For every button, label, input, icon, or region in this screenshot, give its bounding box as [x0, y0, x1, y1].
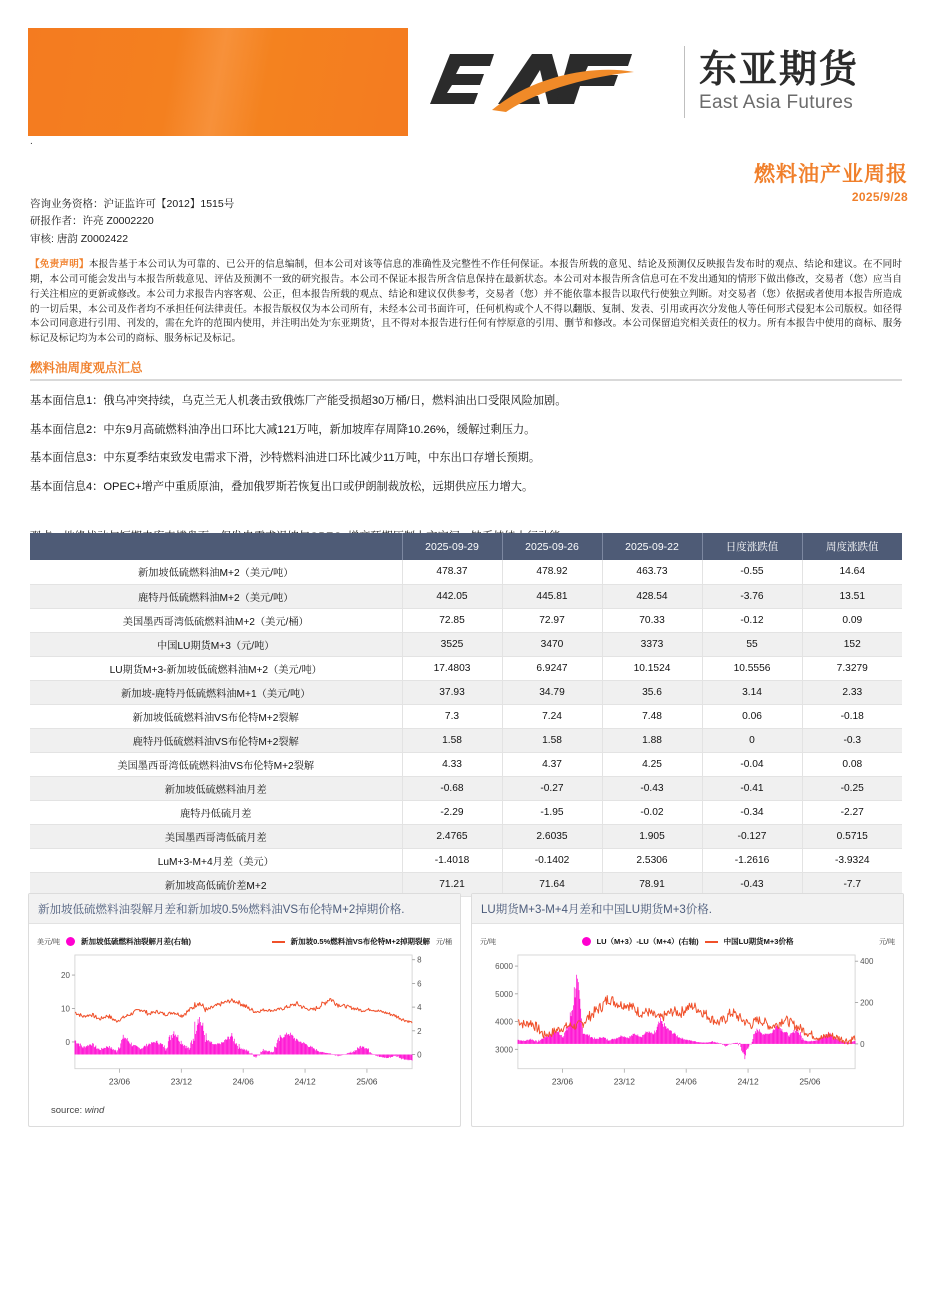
table-cell-value: -0.43 — [602, 776, 702, 800]
chart-panels — [28, 893, 904, 1127]
table-cell-value: 2.33 — [802, 680, 902, 704]
table-header-cell-0 — [30, 533, 402, 560]
table-cell-value: 1.905 — [602, 824, 702, 848]
table-cell-value: 7.48 — [602, 704, 702, 728]
table-cell-value: 0.06 — [702, 704, 802, 728]
table-cell-value: 1.58 — [402, 728, 502, 752]
line-series-marker-icon — [272, 941, 285, 943]
brand-logo — [420, 28, 859, 136]
svg-text:6: 6 — [417, 979, 422, 989]
svg-text:24/06: 24/06 — [232, 1076, 254, 1087]
table-cell-value: 34.79 — [502, 680, 602, 704]
meta-reviewer: 审核: 唐韵 Z0002422 — [30, 232, 129, 245]
chart-source-note-right — [478, 1099, 897, 1118]
table-cell-value: -0.25 — [802, 776, 902, 800]
table-cell-value: 14.64 — [802, 560, 902, 584]
table-row-label: LU期货M+3-新加坡低硫燃料油M+2（美元/吨） — [30, 656, 402, 680]
table-cell-value: 10.1524 — [602, 656, 702, 680]
table-cell-value: 72.97 — [502, 608, 602, 632]
table-cell-value: 3.14 — [702, 680, 802, 704]
table-cell-value: -3.9324 — [802, 848, 902, 872]
svg-text:5000: 5000 — [495, 989, 513, 999]
table-cell-value: -0.1402 — [502, 848, 602, 872]
table-cell-value: 78.91 — [602, 872, 702, 896]
table-row-label: 新加坡高低硫价差M+2 — [30, 872, 402, 896]
chart-left-legend — [35, 930, 454, 949]
disclaimer-text: 本报告基于本公司认为可靠的、已公开的信息编制，但本公司对该等信息的准确性及完整性不作任何保证。本报告所载的意见、结论及预测仅反映报告发布时的观点、结论和建议。在不同时期，本公司可能会发出与本报告所载意见、评估及预测不一致的研究报告。本公司不保证本报告所含信息保持在最新状态。本公司对本报告所含信息可在不发出通知的情形下做出修改，交易者（您）应当自行关注相应的更新或修改。本公司力求报告内容客观、公正，但本报告所载的观点、结论和建议仅供参考，交易者（您）并不能依靠本报告以取代行使独立判断。对交易者（您）依据或者使用本报告所造成的一切后果，本公司及作者均不承担任何法律责任。本报告版权仅为本公司所有，未经本公司书面许可，任何机构或个人不得以翻版、复制、发表、引用或再次分发他人等任何形式侵犯本公司版权。如径得本公司同意进行引用、刊发的，需在允许的范围内使用，并注明出处为'东亚期货'，且不得对本报告进行任何有悖原意的引用、删节和修改。本公司保留追究相关责任的权力。所有本报告中使用的商标、服务标记及标记均为本公司的商标、服务标记及标记。 — [30, 259, 903, 345]
chart-right-body — [472, 924, 903, 1126]
svg-text:10: 10 — [61, 1004, 70, 1014]
table-row — [30, 800, 902, 824]
table-cell-value: 4.37 — [502, 752, 602, 776]
table-row-label: 新加坡-鹿特丹低硫燃料油M+1（美元/吨） — [30, 680, 402, 704]
table-cell-value: 2.4765 — [402, 824, 502, 848]
table-cell-value: 445.81 — [502, 584, 602, 608]
bar-series-marker-icon — [66, 937, 75, 946]
table-cell-value: 72.85 — [402, 608, 502, 632]
table-row-label: 中国LU期货M+3（元/吨） — [30, 632, 402, 656]
svg-text:4000: 4000 — [495, 1017, 513, 1027]
table-cell-value: 3470 — [502, 632, 602, 656]
chart-right-title: LU期货M+3-M+4月差和中国LU期货M+3价格. — [472, 894, 903, 924]
table-cell-value: 463.73 — [602, 560, 702, 584]
table-cell-value: 478.92 — [502, 560, 602, 584]
table-row-label: 新加坡低硫燃料油VS布伦特M+2裂解 — [30, 704, 402, 728]
fundamental-point-4: 基本面信息4：OPEC+增产中重质原油，叠加俄罗斯若恢复出口或伊朗制裁放松，远期供应压力增大。 — [30, 481, 534, 494]
svg-text:23/06: 23/06 — [551, 1076, 574, 1087]
table-row — [30, 632, 902, 656]
table-cell-value: 442.05 — [402, 584, 502, 608]
chart-left-line-series-label: 新加坡0.5%燃料油VS布伦特M+2掉期裂解 — [290, 937, 431, 946]
table-row — [30, 656, 902, 680]
table-cell-value: 17.4803 — [402, 656, 502, 680]
table-row-label: 鹿特丹低硫燃料油VS布伦特M+2裂解 — [30, 728, 402, 752]
chart-panel-right — [471, 893, 904, 1127]
svg-text:24/06: 24/06 — [675, 1076, 697, 1087]
price-table-wrapper — [30, 533, 902, 897]
page-header — [0, 0, 930, 140]
svg-text:0: 0 — [860, 1039, 865, 1049]
table-header-cell-1: 2025-09-29 — [402, 533, 502, 560]
chart-right-bar-series-label: LU（M+3）-LU（M+4）(右轴) — [596, 937, 699, 946]
eaf-logo-icon — [420, 42, 670, 122]
table-header-cell-4: 日度涨跌值 — [702, 533, 802, 560]
table-row-label: 新加坡低硫燃料油M+2（美元/吨） — [30, 560, 402, 584]
fundamental-point-2: 基本面信息2：中东9月高硫燃料油净出口环比大减121万吨，新加坡库存周降10.26%，缓解过剩压力。 — [30, 423, 536, 436]
table-cell-value: 7.3279 — [802, 656, 902, 680]
report-meta — [30, 196, 234, 248]
svg-text:24/12: 24/12 — [294, 1076, 316, 1087]
table-row — [30, 704, 902, 728]
table-cell-value: 55 — [702, 632, 802, 656]
svg-text:8: 8 — [417, 955, 422, 965]
table-cell-value: -3.76 — [702, 584, 802, 608]
svg-text:25/06: 25/06 — [356, 1076, 378, 1087]
table-cell-value: 152 — [802, 632, 902, 656]
chart-source-note — [35, 1099, 454, 1118]
svg-text:2: 2 — [417, 1026, 422, 1036]
logo-divider — [684, 46, 685, 118]
table-cell-value: 10.5556 — [702, 656, 802, 680]
table-cell-value: 4.33 — [402, 752, 502, 776]
disclaimer-tag: 【免责声明】 — [30, 259, 89, 270]
table-cell-value: 13.51 — [802, 584, 902, 608]
table-cell-value: -0.43 — [702, 872, 802, 896]
table-cell-value: 37.93 — [402, 680, 502, 704]
table-cell-value: -0.68 — [402, 776, 502, 800]
source-label: source: — [51, 1104, 83, 1116]
disclaimer-block — [30, 258, 902, 347]
table-cell-value: 428.54 — [602, 584, 702, 608]
table-row — [30, 752, 902, 776]
orange-banner-block — [28, 28, 408, 136]
report-title-block — [754, 158, 908, 204]
chart-right-y2-unit: 元/吨 — [879, 938, 896, 946]
table-header-row — [30, 533, 902, 560]
table-cell-value: -0.27 — [502, 776, 602, 800]
table-cell-value: 478.37 — [402, 560, 502, 584]
table-cell-value: -2.29 — [402, 800, 502, 824]
table-cell-value: -7.7 — [802, 872, 902, 896]
table-row-label: 鹿特丹低硫月差 — [30, 800, 402, 824]
source-value: wind — [84, 1104, 105, 1116]
table-header-cell-2: 2025-09-26 — [502, 533, 602, 560]
table-cell-value: -2.27 — [802, 800, 902, 824]
price-table — [30, 533, 902, 897]
table-cell-value: 2.6035 — [502, 824, 602, 848]
report-date: 2025/9/28 — [851, 190, 908, 204]
table-cell-value: 0 — [702, 728, 802, 752]
chart-left-bar-series-label: 新加坡低硫燃料油裂解月差(右轴) — [80, 937, 191, 946]
page-title: 燃料油产业周报 — [754, 162, 908, 186]
chart-right-line-series-label: 中国LU期货M+3价格 — [723, 937, 794, 946]
chart-right-plot — [478, 949, 897, 1099]
svg-text:0: 0 — [417, 1050, 422, 1060]
table-cell-value: -1.4018 — [402, 848, 502, 872]
table-cell-value: -1.2616 — [702, 848, 802, 872]
company-name-cn: 东亚期货 — [699, 47, 860, 92]
section-title: 燃料油周度观点汇总 — [30, 358, 902, 381]
line-series-marker-icon — [705, 941, 718, 943]
table-cell-value: -0.18 — [802, 704, 902, 728]
table-row — [30, 608, 902, 632]
chart-right-legend — [478, 930, 897, 949]
table-cell-value: 71.21 — [402, 872, 502, 896]
svg-text:24/12: 24/12 — [737, 1076, 759, 1087]
table-row-label: LuM+3-M+4月差（美元） — [30, 848, 402, 872]
table-cell-value: 0.5715 — [802, 824, 902, 848]
table-row-label: 美国墨西哥湾低硫燃料油M+2（美元/桶） — [30, 608, 402, 632]
table-cell-value: 7.3 — [402, 704, 502, 728]
table-cell-value: 1.88 — [602, 728, 702, 752]
table-row-label: 新加坡低硫燃料油月差 — [30, 776, 402, 800]
table-row-label: 美国墨西哥湾低硫月差 — [30, 824, 402, 848]
table-cell-value: 0.09 — [802, 608, 902, 632]
table-cell-value: 6.9247 — [502, 656, 602, 680]
table-head — [30, 533, 902, 560]
svg-text:20: 20 — [61, 971, 70, 981]
table-header-cell-5: 周度涨跌值 — [802, 533, 902, 560]
svg-text:200: 200 — [860, 998, 874, 1008]
table-cell-value: -1.95 — [502, 800, 602, 824]
table-cell-value: 1.58 — [502, 728, 602, 752]
table-row — [30, 680, 902, 704]
chart-left-y-unit: 美元/吨 — [37, 938, 60, 946]
fundamental-point-3: 基本面信息3：中东夏季结束致发电需求下滑，沙特燃料油进口环比减少11万吨，中东出口存增长预期。 — [30, 452, 541, 465]
chart-right-y-unit: 元/吨 — [480, 938, 496, 946]
table-row — [30, 728, 902, 752]
svg-text:0: 0 — [65, 1037, 70, 1047]
table-cell-value: -0.04 — [702, 752, 802, 776]
chart-left-body — [29, 924, 460, 1126]
meta-author: 研报作者：许亮 Z0002220 — [30, 215, 154, 228]
table-cell-value: 7.24 — [502, 704, 602, 728]
chart-left-title: 新加坡低硫燃料油裂解月差和新加坡0.5%燃料油VS布伦特M+2掉期价格. — [29, 894, 460, 924]
table-cell-value: 35.6 — [602, 680, 702, 704]
svg-text:23/12: 23/12 — [170, 1076, 192, 1087]
svg-text:23/12: 23/12 — [613, 1076, 635, 1087]
table-row-label: 鹿特丹低硫燃料油M+2（美元/吨） — [30, 584, 402, 608]
table-cell-value: -0.02 — [602, 800, 702, 824]
table-body — [30, 560, 902, 896]
table-row — [30, 824, 902, 848]
svg-text:25/06: 25/06 — [799, 1076, 821, 1087]
chart-panel-left — [28, 893, 461, 1127]
svg-text:6000: 6000 — [495, 962, 513, 972]
table-cell-value: 70.33 — [602, 608, 702, 632]
table-row-label: 美国墨西哥湾低硫燃料油VS布伦特M+2裂解 — [30, 752, 402, 776]
fundamental-point-1: 基本面信息1：俄乌冲突持续，乌克兰无人机袭击致俄炼厂产能受损超30万桶/日，燃料油出口受限风险加剧。 — [30, 395, 567, 407]
table-cell-value: 4.25 — [602, 752, 702, 776]
table-header-cell-3: 2025-09-22 — [602, 533, 702, 560]
company-name-en: East Asia Futures — [699, 91, 854, 113]
table-row — [30, 848, 902, 872]
table-cell-value: -0.127 — [702, 824, 802, 848]
table-cell-value: 3525 — [402, 632, 502, 656]
table-cell-value: -0.3 — [802, 728, 902, 752]
table-cell-value: -0.41 — [702, 776, 802, 800]
table-row — [30, 560, 902, 584]
svg-text:3000: 3000 — [495, 1045, 513, 1055]
svg-text:4: 4 — [417, 1003, 422, 1013]
svg-text:23/06: 23/06 — [108, 1076, 131, 1087]
bar-series-marker-icon — [582, 937, 591, 946]
table-cell-value: 0.08 — [802, 752, 902, 776]
stray-dot-mark: . — [30, 136, 33, 147]
weekly-summary-section — [30, 358, 902, 545]
table-row — [30, 776, 902, 800]
meta-qualification: 咨询业务资格：沪证监许可【2012】1515号 — [30, 198, 235, 210]
table-cell-value: -0.55 — [702, 560, 802, 584]
table-cell-value: 2.5306 — [602, 848, 702, 872]
svg-text:400: 400 — [860, 957, 874, 967]
table-cell-value: 3373 — [602, 632, 702, 656]
table-row — [30, 584, 902, 608]
table-cell-value: 71.64 — [502, 872, 602, 896]
chart-left-plot — [35, 949, 454, 1099]
table-cell-value: -0.34 — [702, 800, 802, 824]
table-cell-value: -0.12 — [702, 608, 802, 632]
chart-left-y2-unit: 元/桶 — [436, 938, 452, 946]
